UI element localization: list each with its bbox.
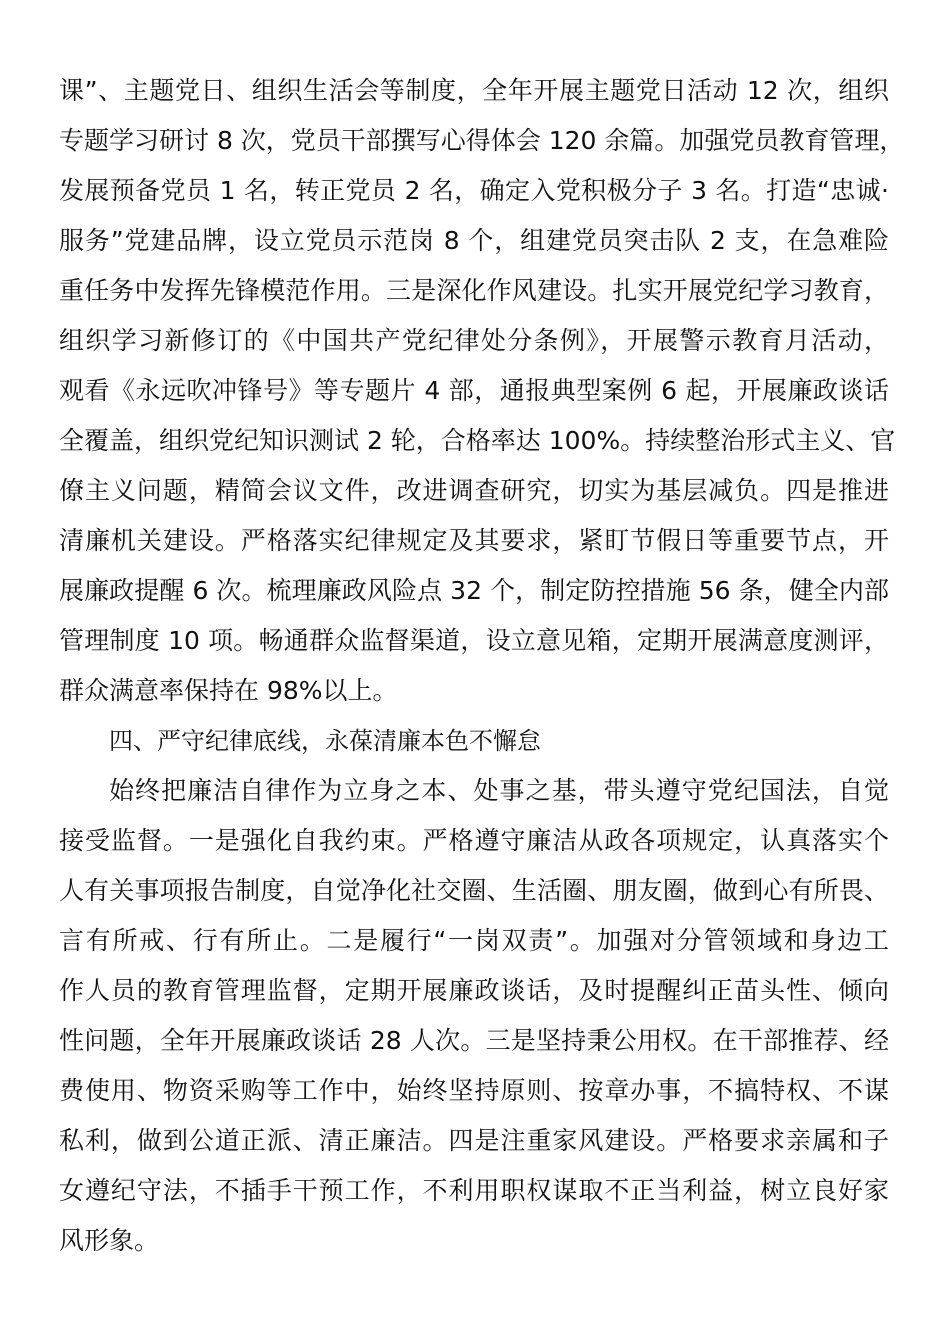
text-line: 人有关事项报告制度，自觉净化社交圈、生活圈、朋友圈，做到心有所畏、	[59, 876, 889, 905]
text-line: 观看《永远吹冲锋号》等专题片 4 部，通报典型案例 6 起，开展廉政谈话	[59, 376, 889, 405]
text-line: 重任务中发挥先锋模范作用。三是深化作风建设。扎实开展党纪学习教育，	[59, 276, 889, 305]
document-page	[59, 66, 905, 1266]
text-line: 费使用、物资采购等工作中，始终坚持原则、按章办事，不搞特权、不谋	[59, 1076, 889, 1105]
text-line: 课”、主题党日、组织生活会等制度，全年开展主题党日活动 12 次，组织	[59, 76, 889, 105]
text-line: 性问题，全年开展廉政谈话 28 人次。三是坚持秉公用权。在干部推荐、经	[59, 1026, 889, 1055]
paragraph-party-building	[59, 66, 905, 716]
section-heading: 四、严守纪律底线，永葆清廉本色不懈怠	[109, 727, 541, 755]
text-line: 言有所戒、行有所止。二是履行“一岗双责”。加强对分管领域和身边工	[59, 926, 889, 955]
text-line: 作人员的教育管理监督，定期开展廉政谈话，及时提醒纠正苗头性、倾向	[59, 976, 889, 1005]
paragraph-integrity	[59, 766, 889, 1266]
text-line: 全覆盖，组织党纪知识测试 2 轮，合格率达 100%。持续整治形式主义、官	[59, 426, 896, 455]
text-line: 清廉机关建设。严格落实纪律规定及其要求，紧盯节假日等重要节点，开	[59, 526, 889, 555]
text-line: 组织学习新修订的《中国共产党纪律处分条例》，开展警示教育月活动，	[59, 326, 889, 355]
text-line: 接受监督。一是强化自我约束。严格遵守廉洁从政各项规定，认真落实个	[59, 826, 889, 855]
text-line: 群众满意率保持在 98%以上。	[59, 676, 398, 705]
text-line: 风形象。	[59, 1226, 160, 1255]
text-line: 专题学习研讨 8 次，党员干部撰写心得体会 120 余篇。加强党员教育管理，	[59, 126, 905, 155]
text-line: 僚主义问题，精简会议文件，改进调查研究，切实为基层减负。四是推进	[59, 476, 889, 505]
text-line: 展廉政提醒 6 次。梳理廉政风险点 32 个，制定防控措施 56 条，健全内部	[59, 576, 889, 605]
text-line: 女遵纪守法，不插手干预工作，不利用职权谋取不正当利益，树立良好家	[59, 1176, 889, 1205]
text-line: 管理制度 10 项。畅通群众监督渠道，设立意见箱，定期开展满意度测评，	[59, 626, 889, 655]
text-line: 发展预备党员 1 名，转正党员 2 名，确定入党积极分子 3 名。打造“忠诚·	[59, 176, 889, 205]
text-line: 服务”党建品牌，设立党员示范岗 8 个，组建党员突击队 2 支，在急难险	[59, 226, 889, 255]
text-line: 私利，做到公道正派、清正廉洁。四是注重家风建设。严格要求亲属和子	[59, 1126, 889, 1155]
text-line: 始终把廉洁自律作为立身之本、处事之基，带头遵守党纪国法，自觉	[109, 776, 889, 805]
